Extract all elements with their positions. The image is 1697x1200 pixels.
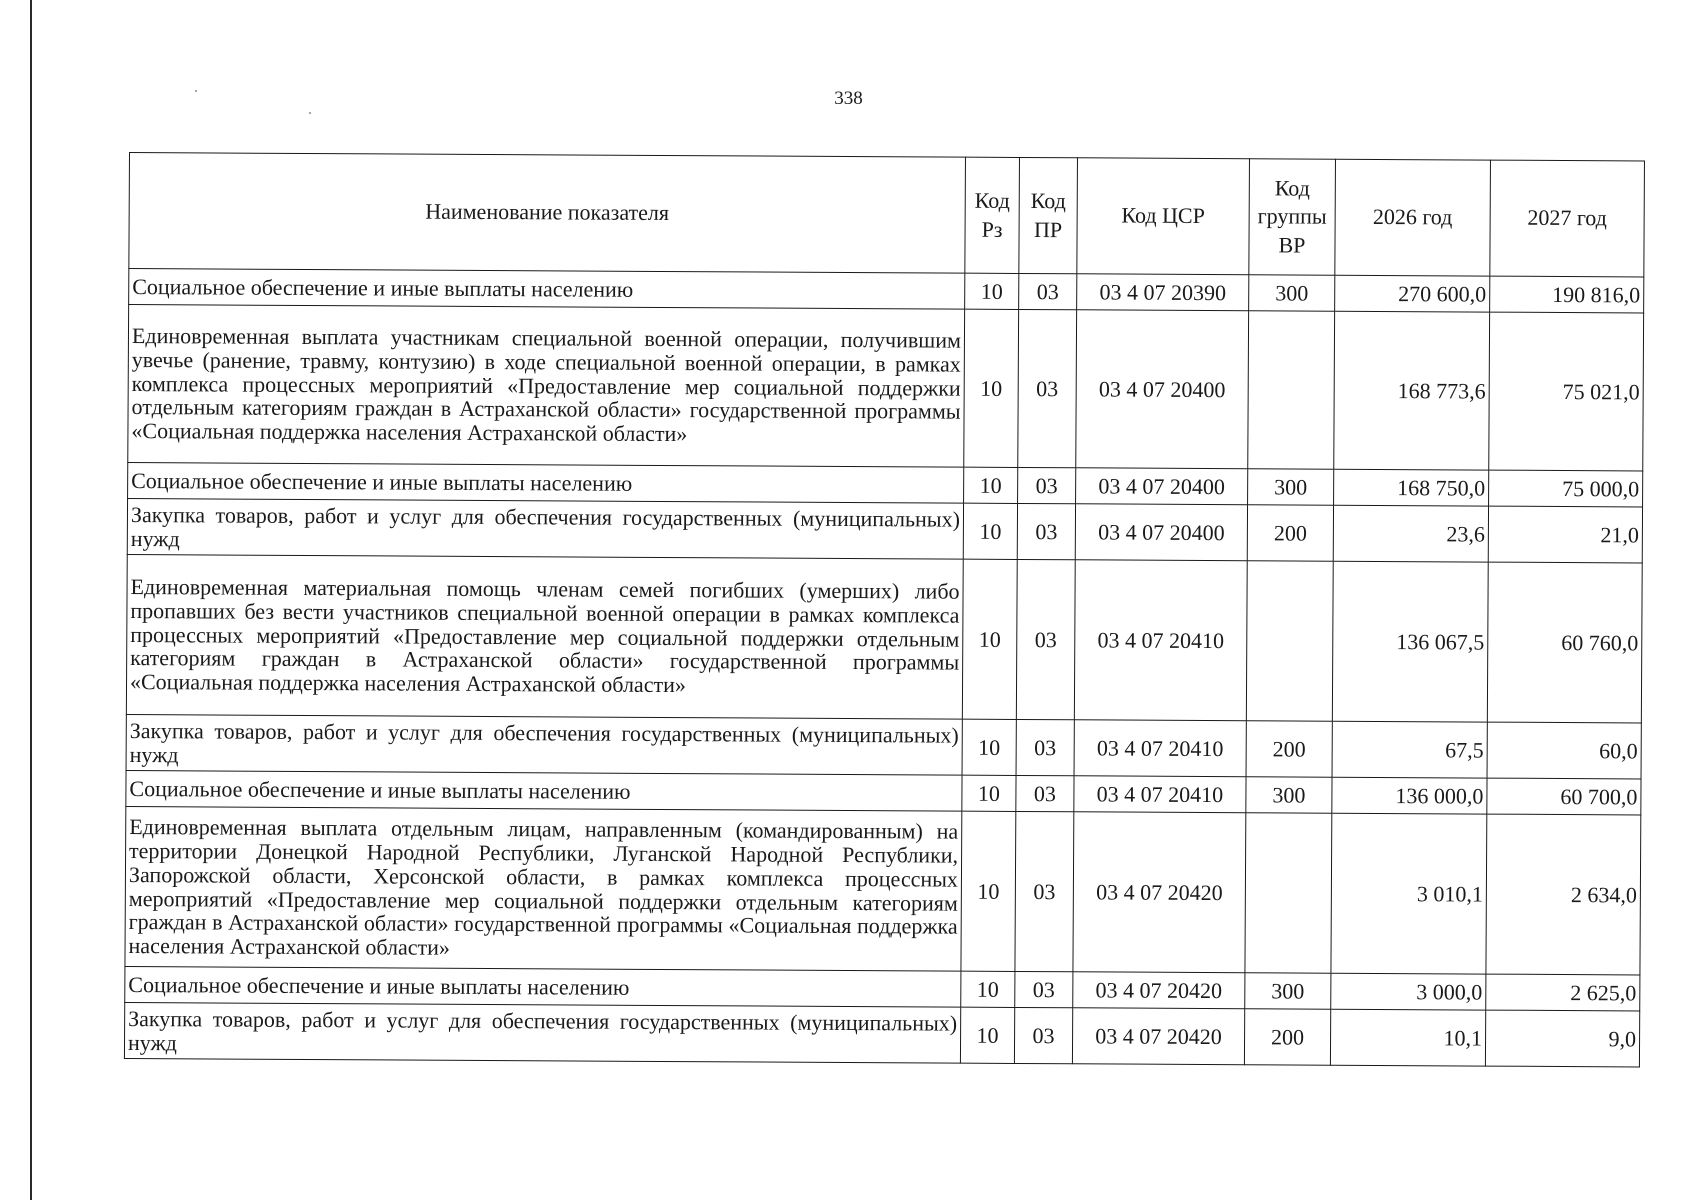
- row-vr: 200: [1246, 721, 1332, 777]
- row-2027: 2 634,0: [1486, 814, 1641, 975]
- row-vr: 200: [1244, 1009, 1330, 1065]
- row-rz: 10: [961, 971, 1015, 1007]
- row-csr: 03 4 07 20390: [1077, 274, 1249, 311]
- header-2026: 2026 год: [1335, 159, 1491, 276]
- row-name: Единовременная материальная помощь членам семей погибших (умерших) либо пропавших без вести участников специальной военной операции в рамках комплекса процессных мероприятий «Предоставление мер социальной поддержки отдельным категориям граждан в Астраханской области» государственной программы «Социальная поддержка населения Астраханской области»: [126, 554, 963, 719]
- row-2026: 270 600,0: [1335, 275, 1490, 312]
- row-pr: 03: [1019, 273, 1077, 309]
- row-rz: 10: [962, 559, 1017, 719]
- row-rz: 10: [962, 719, 1016, 775]
- row-name: Социальное обеспечение и иные выплаты населению: [128, 462, 964, 503]
- row-2026: 10,1: [1330, 1009, 1485, 1066]
- row-pr: 03: [1015, 811, 1074, 971]
- row-2027: 60 760,0: [1487, 562, 1642, 723]
- row-2026: 136 067,5: [1332, 561, 1488, 722]
- page-number: 338: [834, 88, 863, 109]
- table-row: [124, 1002, 1639, 1066]
- row-vr: [1245, 813, 1332, 973]
- row-name: Закупка товаров, работ и услуг для обеспечения государственных (муниципальных) нужд: [126, 714, 962, 775]
- row-2027: 190 816,0: [1490, 276, 1644, 313]
- table-row: [125, 806, 1641, 974]
- row-rz: 10: [962, 775, 1016, 811]
- row-vr: 300: [1246, 777, 1332, 813]
- row-name: Закупка товаров, работ и услуг для обеспечения государственных (муниципальных) нужд: [124, 1002, 960, 1063]
- row-rz: 10: [960, 1007, 1014, 1063]
- row-pr: 03: [1018, 309, 1077, 467]
- row-2026: 67,5: [1332, 721, 1487, 778]
- row-name: Социальное обеспечение и иные выплаты населению: [125, 966, 961, 1007]
- row-csr: 03 4 07 20420: [1073, 812, 1246, 973]
- row-rz: 10: [964, 309, 1019, 467]
- budget-table: [124, 152, 1645, 1067]
- scan-speck: [309, 112, 311, 114]
- row-2027: 2 625,0: [1486, 974, 1640, 1011]
- row-pr: 03: [1018, 467, 1076, 503]
- row-2027: 9,0: [1485, 1010, 1639, 1067]
- row-2026: 23,6: [1333, 505, 1488, 562]
- header-csr: Код ЦСР: [1077, 158, 1250, 275]
- header-2027: 2027 год: [1490, 160, 1645, 277]
- row-pr: 03: [1017, 503, 1075, 559]
- row-2027: 21,0: [1488, 506, 1642, 563]
- header-pr: Код ПР: [1019, 157, 1078, 273]
- row-vr: [1248, 311, 1335, 469]
- row-name: Единовременная выплата отдельным лицам, направленным (командированным) на территории Донецкой Народной Республики, Луганской Народной Республики, Запорожской области, Херсонской области, в рамках комплекса процессных мероприятий «Предоставление мер социальной поддержки отдельным категориям граждан в Астраханской области» государственной программы «Социальная поддержка населения Астраханской области»: [125, 806, 962, 971]
- row-vr: 300: [1249, 275, 1335, 311]
- row-2026: 3 000,0: [1331, 973, 1486, 1010]
- row-name: Социальное обеспечение и иные выплаты населению: [126, 770, 962, 811]
- row-2027: 75 000,0: [1489, 470, 1643, 507]
- row-csr: 03 4 07 20410: [1074, 776, 1246, 813]
- table-row: [127, 498, 1642, 562]
- row-rz: 10: [963, 503, 1017, 559]
- row-name: Социальное обеспечение и иные выплаты населению: [129, 269, 965, 310]
- row-pr: 03: [1015, 971, 1073, 1007]
- row-csr: 03 4 07 20400: [1076, 310, 1249, 469]
- row-pr: 03: [1016, 775, 1074, 811]
- row-csr: 03 4 07 20400: [1075, 504, 1247, 561]
- header-name: Наименование показателя: [129, 153, 966, 274]
- row-csr: 03 4 07 20410: [1074, 720, 1246, 777]
- table-row: [128, 305, 1644, 471]
- row-2026: 168 773,6: [1334, 311, 1490, 470]
- row-2026: 168 750,0: [1334, 469, 1489, 506]
- header-rz: Код Рз: [965, 157, 1020, 273]
- row-rz: 10: [961, 811, 1016, 971]
- row-2027: 60,0: [1487, 722, 1641, 779]
- header-vr: Код группы ВР: [1249, 159, 1336, 275]
- row-2026: 3 010,1: [1331, 813, 1487, 974]
- row-2027: 60 700,0: [1487, 778, 1641, 815]
- row-2027: 75 021,0: [1489, 312, 1644, 471]
- row-csr: 03 4 07 20420: [1073, 972, 1245, 1009]
- table-row: [126, 554, 1642, 722]
- row-vr: [1246, 561, 1333, 721]
- row-vr: 200: [1247, 505, 1333, 561]
- row-pr: 03: [1016, 559, 1075, 719]
- row-csr: 03 4 07 20400: [1076, 468, 1248, 505]
- table-row: [126, 714, 1641, 778]
- row-rz: 10: [964, 467, 1018, 503]
- row-vr: 300: [1245, 973, 1331, 1009]
- row-pr: 03: [1014, 1007, 1072, 1063]
- row-csr: 03 4 07 20420: [1072, 1008, 1244, 1065]
- row-name: Единовременная выплата участникам специальной военной операции, получившим увечье (ранение, травму, контузию) в ходе специальной военной операции, в рамках комплекса процессных мероприятий «Предоставление мер социальной поддержки отдельным категориям граждан в Астраханской области» государственной программы «Социальная поддержка населения Астраханской области»: [128, 305, 965, 468]
- row-csr: 03 4 07 20410: [1074, 560, 1247, 721]
- scan-edge-line: [30, 0, 32, 1200]
- row-vr: 300: [1248, 469, 1334, 505]
- row-rz: 10: [965, 273, 1019, 309]
- row-name: Закупка товаров, работ и услуг для обеспечения государственных (муниципальных) нужд: [127, 498, 963, 559]
- table-header-row: [129, 153, 1645, 277]
- budget-table-container: [124, 152, 1645, 1067]
- row-2026: 136 000,0: [1332, 777, 1487, 814]
- row-pr: 03: [1016, 719, 1074, 775]
